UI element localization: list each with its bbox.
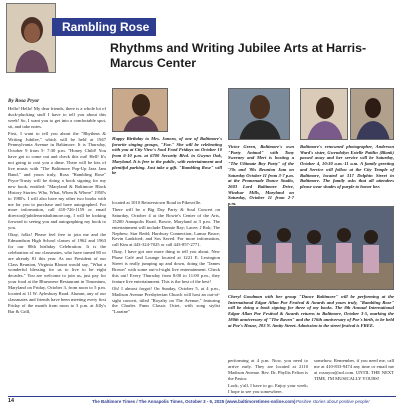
columnist-photo-icon (7, 4, 56, 73)
caption-dance: Cheryl Goodman with her group "Dance Baltimore" will be performing at the International Edgar Allan Poe Festival & Awards and yours truly, "Rambling Rose" will be doing a book signing for three of my books. The 8th Annual International Edgar Allan Poe Festival & Awards returns to Baltimore, October 3-5, marking the 180th anniversary of "The Raven" and the 176th anniversary of Poe's birth, to be held at Poe's House, 203 N. Amity Street. Admission to the street festival is FREE. (228, 294, 394, 328)
photo-party-host (228, 88, 290, 140)
paper-info: The Baltimore Times / The Annapolis Times, October 3 - 9, 2025 (www.baltimoretimes-online.com) (92, 398, 296, 404)
page-number: 14 (8, 398, 14, 404)
tagline: Positive stories about positive people! (296, 398, 370, 404)
paragraph: Oh! I almost forgot! On Sunday, October 5, at 4 p.m., Madison Avenue Presbyterian Church will host an out-of-sight concert, titled "Royalty on The Avenue," featuring the Charles Funn Classic Octet, with song stylist "Laraine" (112, 285, 220, 315)
article-column-4 (314, 358, 394, 383)
footer-divider (8, 396, 396, 397)
paragraph: First, I want to tell you about the "Rhythms & Writing Jubilee," which will be held at 1947 Pennsylvania Avenue in Baltimore. It is Thursday, October 9 from 5- 7:30 p.m. "Honey Child! You have got to come out and check this out! Hell! It's not going to cost you a dime. There will be lots of live music with "The Baltimore Pop-Up Jazz Jam Band," and yours truly, Rosa "Rambling Rose" Pryor-Trusty will be doing a book signing for my new book, entitled: "Maryland & Baltimore Black History Stories: Who, What, When & Where" 1950's to 1980's. I will also have my other two books with me for you to purchase and have autographed. For more information, call 410-726-1159 or email director@jubileeartsbaltimore.org. I will be looking forward to seeing you and autographing my book to you. (8, 130, 106, 231)
paragraph: Look, y'all, I have to go. Enjoy your week; I hope to see you somewhere, (228, 382, 308, 394)
photo-memorial (300, 88, 348, 140)
closing-paragraph: somehow. Remember, if you need me, call me at 410-833-9474 any time or email me at rosaryor@aol.com. UNTIL THE NEXT TIME, I'M MUSICALLY YOURS! (314, 358, 394, 381)
paragraph: located at 1010 Reisterstown Road in Pikesville. (112, 200, 202, 205)
paragraph: Hello! Hello! My dear friends, there is a whole lot of duck-plucking stuff I have to tell you about this week! So, I want you to get into a comfortable spot, sit, and take notes. (8, 106, 106, 129)
paragraph: Okay, folks! Please feel free to join me and the Edmondson High School classes of 1962 and 1963 for our 80th birthday Celebration. It is the celebration of our classmates, who have turned 80 or are already 81 this year. As our President of our Class Reunion, Virginia Blount would say, "What a wonderful blessing for us to live to be eight decades." You are welcome to join us, just pay for your food at the Blueonese Restaurant in Timonium, Maryland on Friday, October 3, from noon to 5 p.m. located at 11 W. Aylesbury Road. Alumni, any of our classmates and friends have been meeting every first Friday of the month from noon to 3 p.m. at Jilly's Bar & Grill, (8, 232, 106, 314)
caption-memorial: Baltimore's renowned photographer, Anderson Ward's sister, Gwendolyn Estelle Pattlin (Blank) passed away and her service will be Saturday, October 4, 10:30 a.m.-11 a.m. A family greeting and Service will follow at the City Temple of Baltimore, located at 317 Dolphin Street in Baltimore. The family asks that all attendees please wear shades of purple to honor her. (300, 144, 394, 189)
group-photo-icon (229, 207, 394, 290)
article-column-3 (228, 358, 308, 395)
paragraph: Okay, I have got one more thing to tell you about. New Phase Café and Lounge located at 1221 E. Lexington Street is really jumping up and down, doing the "James Brown" with some out-of-sight live entertainment. Check this out! Every Thursday from 8:00 to 11:00 p.m., they feature live entertainment. This is the best of the best! (112, 249, 220, 284)
caption-birthday: Happy Birthday to Mrs. Janora, of one of Baltimore's favorite singing groups, "Fae." She will be celebrating with you at City View's Soul Food Fridays on October 10 from 6-10 p.m. at 6700 Security Blvd. in Gwynn Oak, Maryland. It is free to the public, with entertainment and plentiful parking. Just take a gift. "Rambling Rose" will be (112, 136, 222, 176)
column-title: Rambling Rose (62, 20, 150, 34)
article-column-2 (112, 200, 220, 316)
column-header (0, 0, 400, 74)
person-photo-icon (229, 89, 290, 140)
columnist-headshot (6, 3, 56, 73)
person-photo-icon (301, 89, 348, 140)
photo-dance-group (228, 206, 394, 290)
column-banner (52, 18, 156, 36)
byline: By Rosa Pryor (8, 98, 40, 104)
caption-party: Victor Green, Baltimore's own "Party Animal" with Tony Sweeney and Mert is hosting a "The Ultimate Boy Party" of the '70s and '80s Reunion Jam on Saturday October 11 from 3-7 p.m. at the Promenade Dance Studio, 2603 Lord Baltimore Drive, Windsor Mills, Maryland on Saturday, October 11 from 2-7 p.m. (228, 144, 294, 207)
article-column-1 (8, 106, 106, 316)
article-headline: Rhythms and Writing Jubilee Arts at Harris-Marcus Center (110, 41, 367, 70)
photo-memorial-2 (350, 88, 394, 140)
person-photo-icon (351, 89, 394, 140)
person-photo-icon (113, 89, 168, 132)
paragraph: performing at 4 p.m. Now, you need to arrive early. They are located at 2110 Madison Avenue. Rev. Dr. Phyllis Felton is the Pastor. (228, 358, 308, 381)
photo-birthday (112, 88, 168, 132)
paragraph: There will be a Big Day Party & Soul Concert on Saturday, October 4 at the Bowie's Center of the Arts, 15200 Annapolis Road, Bowie, Maryland at 3 p.m. The entertainment will include Donnie Ray; Lacee; J Rok; The Nephew; Star Redd; Hardway Connection; Lamar Bruce; Kevin Lankford; and Sos Saved. For more information, call Kim at 443-324-7025 or call 443-857-2771. (112, 206, 220, 248)
